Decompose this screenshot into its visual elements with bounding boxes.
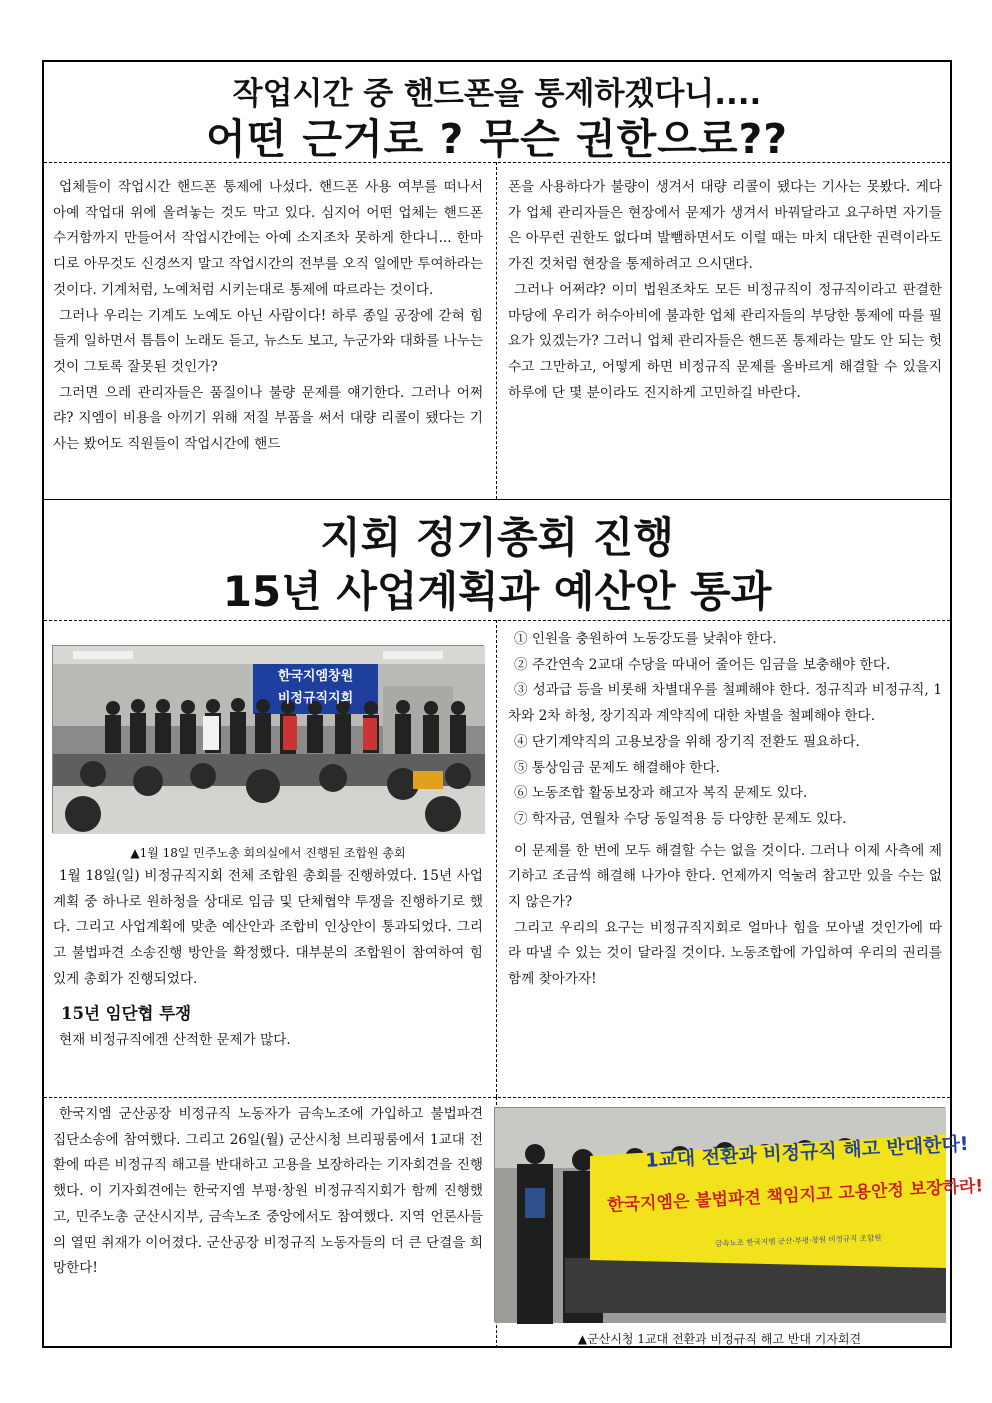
article2-right-paragraph: 이 문제를 한 번에 모두 해결할 수는 없을 것이다. 그러나 이제 사측에 제기하고 조금씩 해결해 나가야 한다. 언제까지 억눌려 참고만 있을 수는 없지 않은가? [508,842,942,911]
section-divider [44,499,950,500]
article1-right-paragraph: 폰을 사용하다가 불량이 생겨서 대량 리콜이 됐다는 기사는 못봤다. 게다가 업체 관리자들은 현장에서 문제가 생겨서 바꿔달라고 요구하면 자기들은 아무런 권한도 없다며 발뺌하면서도 이럴 때는 마치 대단한 권력이라도 가진 것처럼 현장을 통제하려고 으시댄다. [508,179,942,273]
demand-item: ⑤ 통상임금 문제도 해결해야 한다. [514,759,720,776]
divider [44,620,950,621]
press-conference-photo [494,1107,984,1322]
article1-left-column [53,175,483,458]
article2-left-paragraph: 1월 18일(일) 비정규직지회 전체 조합원 총회를 진행하였다. 15년 사업계획 중 하나로 원하청을 상대로 임금 및 단체협약 투쟁을 진행하기로 했다. 그리고 사업계획에 맞춘 예산안과 조합비 인상안이 통과되었다. 그리고 불법파견 소송진행 방안을 확정했다. 대부분의 조합원이 참여하여 힘있게 총회가 진행되었다. [53,868,483,987]
article2-title-line1: 지회 정기총회 진행 [320,513,674,562]
article1-left-paragraph: 그러나 우리는 기계도 노예도 아닌 사람이다! 하루 종일 공장에 갇혀 힘들게 일하면서 틈틈이 노래도 듣고, 뉴스도 보고, 누군가와 대화를 나누는 것이 그토록 잘못된 것인가? [53,307,483,375]
general-meeting-photo [52,645,484,833]
newsletter-page [42,60,984,1348]
demand-item: ④ 단기계약직의 고용보장을 위해 장기직 전환도 필요하다. [514,733,860,750]
article1-right-column [508,175,942,406]
article1-title-line2: 어떤 근거로 ? 무슨 권한으로?? [205,115,789,163]
article2-right-column [508,627,942,993]
article3-paragraph: 한국지엠 군산공장 비정규직 노동자가 금속노조에 가입하고 불법파견 집단소송에 참여했다. 그리고 26일(월) 군산시청 브리핑룸에서 1교대 전환에 따른 비정규직 해고를 반대하고 고용을 보장하라는 기자회견을 진행했다. 이 기자회견에는 한국지엠 부평·창원 비정규직지회가 함께 진행했고, 민주노총 군산시지부, 금속노조 중앙에서도 참여했다. 지역 언론사들의 열띤 취재가 이어졌다. 군산공장 비정규직 노동자들의 더 큰 단결을 희망한다! [53,1106,483,1277]
press-banner-footer: 금속노조 한국지엠 군산·부평·창원 비정규직 조합원 [714,1233,882,1249]
article1-right-paragraph: 그러나 어쩌랴? 이미 법원조차도 모든 비정규직이 정규직이라고 판결한 마당에 우리가 허수아비에 불과한 업체 관리자들의 부당한 통제에 따를 필요가 있겠는가? 그러니 업체 관리자들은 핸드폰 통제라는 말도 안 되는 헛수고 그만하고, 어떻게 하면 비정규직 문제를 올바르게 해결할 수 있을지 하루에 단 몇 분이라도 진지하게 고민하길 바란다. [508,281,942,401]
general-meeting-photo-caption: ▲1월 18일 민주노총 회의실에서 진행된 조합원 총회 [130,846,406,860]
demand-item: ① 인원을 충원하여 노동강도를 낮춰야 한다. [514,631,777,647]
press-banner-line2: 한국지엠은 불법파견 책임지고 고용안정 보장하라! [606,1176,984,1216]
photo-banner [258,666,373,710]
article2-title-block [44,502,950,617]
article3-left-column [53,1102,483,1282]
column-divider [496,620,497,1097]
article2-left-column [53,864,483,1054]
article1-title-block [44,62,950,163]
article2-subheading: 15년 임단협 투쟁 [61,1003,192,1023]
demand-item: ⑥ 노동조합 활동보장과 해고자 복직 문제도 있다. [514,785,808,802]
divider [44,162,950,163]
article1-left-paragraph: 업체들이 작업시간 핸드폰 통제에 나섰다. 핸드폰 사용 여부를 떠나서 아예 작업대 위에 올려놓는 것도 막고 있다. 심지어 어떤 업체는 핸드폰 수거함까지 만들어서 작업시간에는 아예 소지조차 못하게 한다니... 한마디로 아무것도 신경쓰지 말고 작업시간의 전부를 오직 일에만 투여하라는 것이다. 기계처럼, 노예처럼 시키는대로 통제에 따르라는 것이다. [53,179,483,298]
article2-title-line2: 15년 사업계획과 예산안 통과 [222,567,772,616]
demand-item: ③ 성과급 등을 비롯해 차별대우를 철폐해야 한다. 정규직과 비정규직, 1차와 2차 하청, 장기직과 계약직에 대한 차별을 철폐해야 한다. [508,682,942,725]
photo-banner-line: 한국지엠창원 [277,669,354,684]
photo-banner-line: 비정규직지회 [277,691,354,706]
press-banner-line1: 1교대 전환과 비정규직 해고 반대한다! [644,1132,970,1172]
press-conference-photo-caption: ▲군산시청 1교대 전환과 비정규직 해고 반대 기자회견 [577,1332,862,1346]
demand-item: ② 주간연속 2교대 수당을 따내어 줄어든 임금을 보충해야 한다. [514,656,891,673]
article2-subheading-text: 현재 비정규직에겐 산적한 문제가 많다. [59,1032,291,1049]
article1-left-paragraph: 그러면 으레 관리자들은 품질이나 불량 문제를 얘기한다. 그러나 어쩌랴? 지엠이 비용을 아끼기 위해 저질 부품을 써서 대량 리콜이 됐다는 기사는 봤어도 직원들이 작업시간에 핸드 [53,384,483,453]
demand-item: ⑦ 학자금, 연월차 수당 동일적용 등 다양한 문제도 있다. [514,810,847,827]
column-divider [496,162,497,499]
divider [44,1097,950,1098]
article1-title-line1: 작업시간 중 핸드폰을 통제하겠다니.... [232,76,762,112]
article2-right-paragraph: 그리고 우리의 요구는 비정규직지회로 얼마나 힘을 모아낼 것인가에 따라 따낼 수 있는 것이 달라질 것이다. 노동조합에 가입하여 우리의 권리를 함께 찾아가자! [508,919,942,988]
